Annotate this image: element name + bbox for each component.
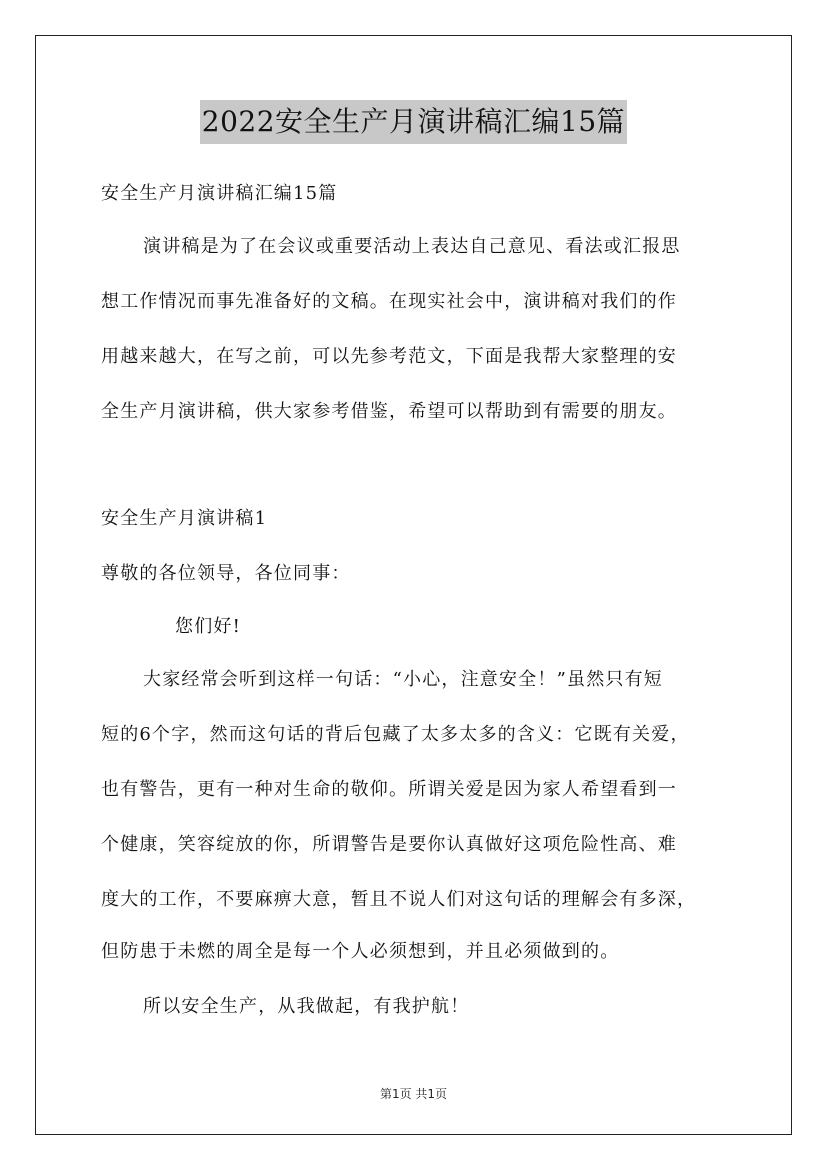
body-line: 但防患于未燃的周全是每一个人必须想到，并且必须做到的。 <box>101 941 620 962</box>
title-wrap <box>0 100 827 144</box>
body-line: 度大的工作，不要麻痹大意，暂且不说人们对这句话的理解会有多深， <box>101 889 697 910</box>
intro-line: 全生产月演讲稿，供大家参考借鉴，希望可以帮助到有需要的朋友。 <box>101 401 677 422</box>
page-footer: 第1页 共1页 <box>379 1087 448 1101</box>
intro-line: 演讲稿是为了在会议或重要活动上表达自己意见、看法或汇报思 <box>143 236 681 257</box>
body-line: 个健康，笑容绽放的你，所谓警告是要你认真做好这项危险性高、难 <box>101 834 677 855</box>
salutation: 尊敬的各位领导，各位同事： <box>101 563 351 584</box>
document-subtitle: 安全生产月演讲稿汇编15篇 <box>101 183 338 204</box>
intro-line: 想工作情况而事先准备好的文稿。在现实社会中，演讲稿对我们的作 <box>101 291 677 312</box>
body-line: 短的6个字，然而这句话的背后包藏了太多太多的含义：它既有关爱， <box>101 724 690 745</box>
section-title: 安全生产月演讲稿1 <box>101 508 268 529</box>
greeting: 您们好! <box>175 616 242 637</box>
body-line: 大家经常会听到这样一句话：“小心，注意安全！”虽然只有短 <box>143 669 664 690</box>
closing-line: 所以安全生产，从我做起，有我护航！ <box>143 996 470 1017</box>
body-line: 也有警告，更有一种对生命的敬仰。所谓关爱是因为家人希望看到一 <box>101 779 677 800</box>
intro-line: 用越来越大，在写之前，可以先参考范文，下面是我帮大家整理的安 <box>101 346 677 367</box>
document-title: 2022安全生产月演讲稿汇编15篇 <box>200 100 627 144</box>
